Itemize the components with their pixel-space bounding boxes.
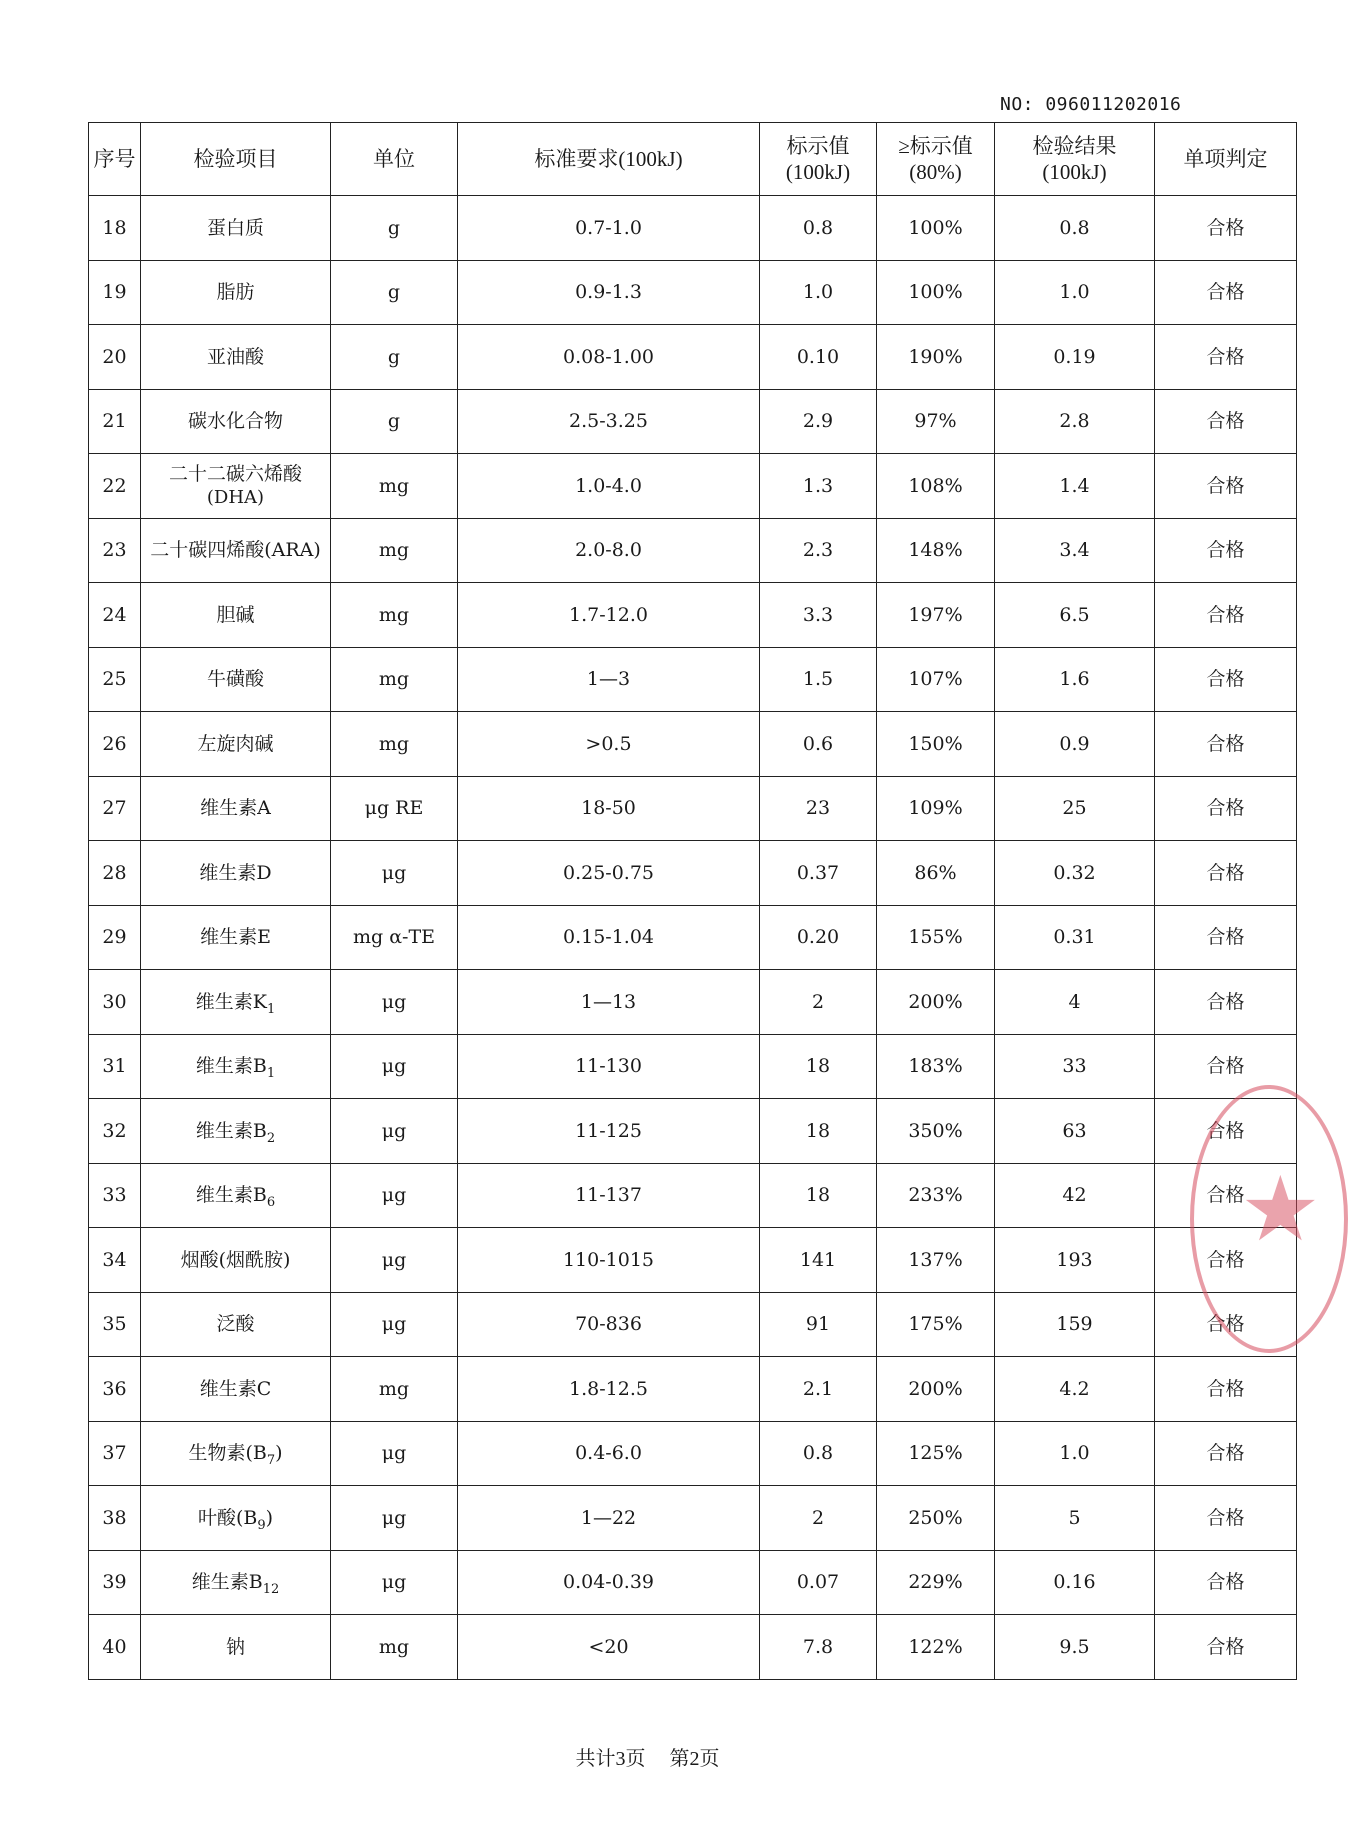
cell-unit: mg [331, 1357, 458, 1422]
cell-unit: g [331, 196, 458, 261]
cell-verdict: 合格 [1155, 1034, 1297, 1099]
cell-standard: 2.5-3.25 [458, 389, 760, 454]
cell-result: 0.16 [995, 1550, 1155, 1615]
cell-pct: 229% [877, 1550, 995, 1615]
cell-item-name [141, 841, 331, 906]
cell-label-value: 2.9 [760, 389, 877, 454]
cell-pct: 100% [877, 196, 995, 261]
item-name-text: 胆碱 [216, 603, 255, 626]
table-row [89, 1550, 1297, 1615]
cell-label-value: 91 [760, 1292, 877, 1357]
cell-label-value: 18 [760, 1099, 877, 1164]
header-seq: 序号 [89, 123, 141, 196]
item-name-text: 蛋白质 [206, 216, 264, 239]
cell-seq: 29 [89, 905, 141, 970]
cell-item-name [141, 1357, 331, 1422]
table-row [89, 970, 1297, 1035]
cell-verdict: 合格 [1155, 1163, 1297, 1228]
cell-label-value: 18 [760, 1034, 877, 1099]
header-unit: 单位 [331, 123, 458, 196]
cell-unit: mg [331, 454, 458, 519]
cell-pct: 233% [877, 1163, 995, 1228]
cell-result: 1.0 [995, 1421, 1155, 1486]
cell-seq: 24 [89, 583, 141, 648]
header-row [89, 123, 1297, 196]
cell-unit: mg [331, 583, 458, 648]
cell-label-value: 2 [760, 970, 877, 1035]
cell-standard: 0.15-1.04 [458, 905, 760, 970]
table-row [89, 1099, 1297, 1164]
cell-seq: 33 [89, 1163, 141, 1228]
cell-unit: g [331, 389, 458, 454]
cell-standard: 0.04-0.39 [458, 1550, 760, 1615]
cell-item-name [141, 454, 331, 519]
cell-standard: 11-125 [458, 1099, 760, 1164]
cell-pct: 175% [877, 1292, 995, 1357]
cell-result: 0.8 [995, 196, 1155, 261]
cell-seq: 21 [89, 389, 141, 454]
item-name-text: 维生素A [200, 797, 271, 820]
cell-item-name [141, 1163, 331, 1228]
cell-standard: 1.8-12.5 [458, 1357, 760, 1422]
cell-seq: 39 [89, 1550, 141, 1615]
cell-seq: 22 [89, 454, 141, 519]
cell-result: 0.31 [995, 905, 1155, 970]
cell-item-name [141, 325, 331, 390]
table-row [89, 389, 1297, 454]
cell-seq: 19 [89, 260, 141, 325]
cell-item-name [141, 712, 331, 777]
cell-seq: 38 [89, 1486, 141, 1551]
cell-standard: 0.7-1.0 [458, 196, 760, 261]
cell-standard: 11-137 [458, 1163, 760, 1228]
cell-seq: 28 [89, 841, 141, 906]
cell-item-name [141, 905, 331, 970]
cell-result: 63 [995, 1099, 1155, 1164]
cell-verdict: 合格 [1155, 389, 1297, 454]
cell-pct: 183% [877, 1034, 995, 1099]
cell-label-value: 1.0 [760, 260, 877, 325]
cell-label-value: 3.3 [760, 583, 877, 648]
footer-current-page: 第2页 [669, 1748, 720, 1770]
cell-result: 42 [995, 1163, 1155, 1228]
cell-pct: 150% [877, 712, 995, 777]
cell-verdict: 合格 [1155, 325, 1297, 390]
cell-item-name [141, 1550, 331, 1615]
cell-item-name [141, 260, 331, 325]
table-row [89, 1357, 1297, 1422]
cell-label-value: 1.5 [760, 647, 877, 712]
cell-seq: 35 [89, 1292, 141, 1357]
cell-pct: 200% [877, 1357, 995, 1422]
cell-label-value: 23 [760, 776, 877, 841]
table-row [89, 647, 1297, 712]
cell-seq: 25 [89, 647, 141, 712]
cell-result: 0.9 [995, 712, 1155, 777]
cell-seq: 23 [89, 518, 141, 583]
cell-pct: 148% [877, 518, 995, 583]
cell-seq: 40 [89, 1615, 141, 1680]
cell-unit: μg [331, 1486, 458, 1551]
item-name-text: 左旋肉碱 [197, 732, 274, 755]
cell-item-name [141, 647, 331, 712]
footer-total-pages: 共计3页 [575, 1748, 646, 1770]
cell-unit: μg [331, 970, 458, 1035]
cell-standard: 0.08-1.00 [458, 325, 760, 390]
cell-result: 1.4 [995, 454, 1155, 519]
cell-label-value: 141 [760, 1228, 877, 1293]
cell-item-name [141, 196, 331, 261]
cell-unit: g [331, 260, 458, 325]
cell-verdict: 合格 [1155, 970, 1297, 1035]
cell-verdict: 合格 [1155, 841, 1297, 906]
cell-item-name [141, 1421, 331, 1486]
item-name-text: 维生素E [200, 926, 271, 949]
cell-item-name [141, 1034, 331, 1099]
inspection-table [88, 122, 1297, 1680]
cell-item-name [141, 776, 331, 841]
cell-verdict: 合格 [1155, 1357, 1297, 1422]
table-row [89, 518, 1297, 583]
item-name-text: 碳水化合物 [187, 410, 283, 433]
cell-result: 4.2 [995, 1357, 1155, 1422]
cell-pct: 350% [877, 1099, 995, 1164]
cell-standard: 110-1015 [458, 1228, 760, 1293]
cell-standard: 0.9-1.3 [458, 260, 760, 325]
cell-seq: 27 [89, 776, 141, 841]
cell-item-name [141, 970, 331, 1035]
cell-seq: 37 [89, 1421, 141, 1486]
table-row [89, 1486, 1297, 1551]
cell-verdict: 合格 [1155, 1615, 1297, 1680]
document-number: NO: 096011202016 [1000, 94, 1182, 115]
cell-verdict: 合格 [1155, 1550, 1297, 1615]
cell-pct: 125% [877, 1421, 995, 1486]
cell-pct: 107% [877, 647, 995, 712]
cell-result: 9.5 [995, 1615, 1155, 1680]
header-result-line2: (100kJ) [1042, 160, 1107, 184]
header-label-line2: (100kJ) [785, 160, 851, 184]
cell-verdict: 合格 [1155, 196, 1297, 261]
cell-unit: μg [331, 1421, 458, 1486]
cell-standard: 1—22 [458, 1486, 760, 1551]
header-standard: 标准要求(100kJ) [458, 123, 760, 196]
item-name-text: 脂肪 [216, 281, 255, 304]
item-name-text: 钠 [225, 1635, 245, 1658]
cell-seq: 30 [89, 970, 141, 1035]
cell-result: 4 [995, 970, 1155, 1035]
cell-item-name [141, 1615, 331, 1680]
table-row [89, 1421, 1297, 1486]
item-name-second-line: (DHA) [206, 486, 265, 508]
item-name-text: 牛磺酸 [206, 668, 264, 691]
cell-standard: 0.4-6.0 [458, 1421, 760, 1486]
page-footer [0, 1742, 1295, 1771]
cell-standard: <20 [458, 1615, 760, 1680]
cell-standard: 1—13 [458, 970, 760, 1035]
table-row [89, 1615, 1297, 1680]
cell-label-value: 0.8 [760, 1421, 877, 1486]
item-name-text: 维生素D [199, 861, 272, 884]
cell-verdict: 合格 [1155, 260, 1297, 325]
cell-pct: 122% [877, 1615, 995, 1680]
item-name-subscript: 1 [266, 1001, 276, 1017]
cell-result: 0.19 [995, 325, 1155, 390]
cell-label-value: 0.07 [760, 1550, 877, 1615]
cell-result: 193 [995, 1228, 1155, 1293]
cell-unit: μg [331, 1228, 458, 1293]
item-name-text: 维生素B [195, 1055, 267, 1078]
cell-standard: 1—3 [458, 647, 760, 712]
cell-seq: 20 [89, 325, 141, 390]
item-name-text: 维生素K [195, 990, 267, 1013]
cell-label-value: 2.1 [760, 1357, 877, 1422]
table-row [89, 1228, 1297, 1293]
cell-unit: μg [331, 841, 458, 906]
header-result [995, 123, 1155, 196]
cell-result: 1.6 [995, 647, 1155, 712]
cell-pct: 200% [877, 970, 995, 1035]
cell-item-name [141, 1228, 331, 1293]
cell-result: 6.5 [995, 583, 1155, 648]
cell-result: 5 [995, 1486, 1155, 1551]
item-name-close-paren: ) [265, 1506, 274, 1529]
cell-verdict: 合格 [1155, 454, 1297, 519]
table-row [89, 1163, 1297, 1228]
cell-item-name [141, 1292, 331, 1357]
cell-seq: 18 [89, 196, 141, 261]
item-name-close-paren: ) [275, 1442, 283, 1465]
cell-item-name [141, 583, 331, 648]
cell-label-value: 0.37 [760, 841, 877, 906]
cell-verdict: 合格 [1155, 647, 1297, 712]
item-name-subscript: 2 [266, 1130, 276, 1146]
cell-unit: g [331, 325, 458, 390]
cell-pct: 109% [877, 776, 995, 841]
cell-unit: mg [331, 518, 458, 583]
cell-seq: 36 [89, 1357, 141, 1422]
cell-label-value: 1.3 [760, 454, 877, 519]
cell-seq: 32 [89, 1099, 141, 1164]
cell-verdict: 合格 [1155, 776, 1297, 841]
cell-unit: mg [331, 647, 458, 712]
cell-result: 33 [995, 1034, 1155, 1099]
cell-unit: μg RE [331, 776, 458, 841]
cell-verdict: 合格 [1155, 1292, 1297, 1357]
item-name-text: 二十二碳六烯酸 [168, 462, 302, 485]
cell-label-value: 18 [760, 1163, 877, 1228]
cell-pct: 108% [877, 454, 995, 519]
cell-result: 3.4 [995, 518, 1155, 583]
header-pct [877, 123, 995, 196]
stamp-star-icon: ★ [1240, 1157, 1321, 1262]
cell-pct: 197% [877, 583, 995, 648]
header-pct-line1: ≥标示值 [898, 134, 973, 158]
cell-verdict: 合格 [1155, 1228, 1297, 1293]
header-verdict: 单项判定 [1155, 123, 1297, 196]
cell-verdict: 合格 [1155, 583, 1297, 648]
cell-unit: μg [331, 1550, 458, 1615]
item-name-text: 维生素C [199, 1377, 272, 1400]
item-name-subscript: 7 [266, 1453, 276, 1469]
table-row [89, 1034, 1297, 1099]
cell-standard: 2.0-8.0 [458, 518, 760, 583]
header-item: 检验项目 [141, 123, 331, 196]
cell-pct: 86% [877, 841, 995, 906]
cell-standard: 11-130 [458, 1034, 760, 1099]
cell-verdict: 合格 [1155, 712, 1297, 777]
cell-item-name [141, 1099, 331, 1164]
item-name-text: 维生素B [195, 1119, 267, 1142]
cell-unit: μg [331, 1099, 458, 1164]
table-row [89, 454, 1297, 519]
item-name-text: 维生素B [191, 1571, 263, 1594]
table-row [89, 260, 1297, 325]
cell-result: 0.32 [995, 841, 1155, 906]
table-body [89, 196, 1297, 1680]
cell-standard: 1.7-12.0 [458, 583, 760, 648]
cell-item-name [141, 1486, 331, 1551]
item-name-text: 二十碳四烯酸(ARA) [150, 539, 321, 562]
cell-unit: μg [331, 1034, 458, 1099]
cell-item-name [141, 389, 331, 454]
item-name-text: 亚油酸 [206, 345, 264, 368]
item-name-text: 泛酸 [216, 1313, 255, 1336]
cell-seq: 34 [89, 1228, 141, 1293]
cell-label-value: 7.8 [760, 1615, 877, 1680]
cell-verdict: 合格 [1155, 1421, 1297, 1486]
item-name-subscript: 1 [266, 1066, 276, 1082]
item-name-text: 维生素B [195, 1184, 267, 1207]
header-label-line1: 标示值 [786, 134, 850, 158]
item-name-text: 生物素(B [188, 1442, 267, 1465]
cell-label-value: 0.6 [760, 712, 877, 777]
cell-standard: 70-836 [458, 1292, 760, 1357]
item-name-text: 烟酸(烟酰胺) [180, 1248, 291, 1271]
cell-pct: 155% [877, 905, 995, 970]
cell-label-value: 2.3 [760, 518, 877, 583]
cell-label-value: 0.10 [760, 325, 877, 390]
table-row [89, 196, 1297, 261]
cell-verdict: 合格 [1155, 1099, 1297, 1164]
cell-verdict: 合格 [1155, 1486, 1297, 1551]
cell-result: 159 [995, 1292, 1155, 1357]
cell-standard: >0.5 [458, 712, 760, 777]
item-name-subscript: 9 [257, 1517, 266, 1533]
cell-unit: μg [331, 1163, 458, 1228]
table-row [89, 583, 1297, 648]
cell-pct: 97% [877, 389, 995, 454]
cell-seq: 31 [89, 1034, 141, 1099]
cell-standard: 18-50 [458, 776, 760, 841]
cell-label-value: 2 [760, 1486, 877, 1551]
cell-pct: 250% [877, 1486, 995, 1551]
cell-unit: mg α-TE [331, 905, 458, 970]
cell-pct: 100% [877, 260, 995, 325]
cell-label-value: 0.8 [760, 196, 877, 261]
cell-unit: mg [331, 1615, 458, 1680]
table-row [89, 841, 1297, 906]
cell-pct: 137% [877, 1228, 995, 1293]
table-row [89, 905, 1297, 970]
cell-unit: μg [331, 1292, 458, 1357]
table-row [89, 776, 1297, 841]
header-label-value [760, 123, 877, 196]
header-result-line1: 检验结果 [1032, 134, 1117, 158]
cell-verdict: 合格 [1155, 905, 1297, 970]
cell-standard: 1.0-4.0 [458, 454, 760, 519]
cell-pct: 190% [877, 325, 995, 390]
cell-label-value: 0.20 [760, 905, 877, 970]
cell-verdict: 合格 [1155, 518, 1297, 583]
cell-result: 25 [995, 776, 1155, 841]
cell-item-name [141, 518, 331, 583]
item-name-subscript: 6 [266, 1195, 276, 1211]
cell-result: 2.8 [995, 389, 1155, 454]
table-row [89, 1292, 1297, 1357]
cell-unit: mg [331, 712, 458, 777]
table-row [89, 325, 1297, 390]
table-row [89, 712, 1297, 777]
item-name-subscript: 12 [262, 1582, 280, 1598]
cell-standard: 0.25-0.75 [458, 841, 760, 906]
header-pct-line2: (80%) [909, 160, 962, 184]
cell-result: 1.0 [995, 260, 1155, 325]
item-name-text: 叶酸(B [197, 1506, 258, 1529]
cell-seq: 26 [89, 712, 141, 777]
